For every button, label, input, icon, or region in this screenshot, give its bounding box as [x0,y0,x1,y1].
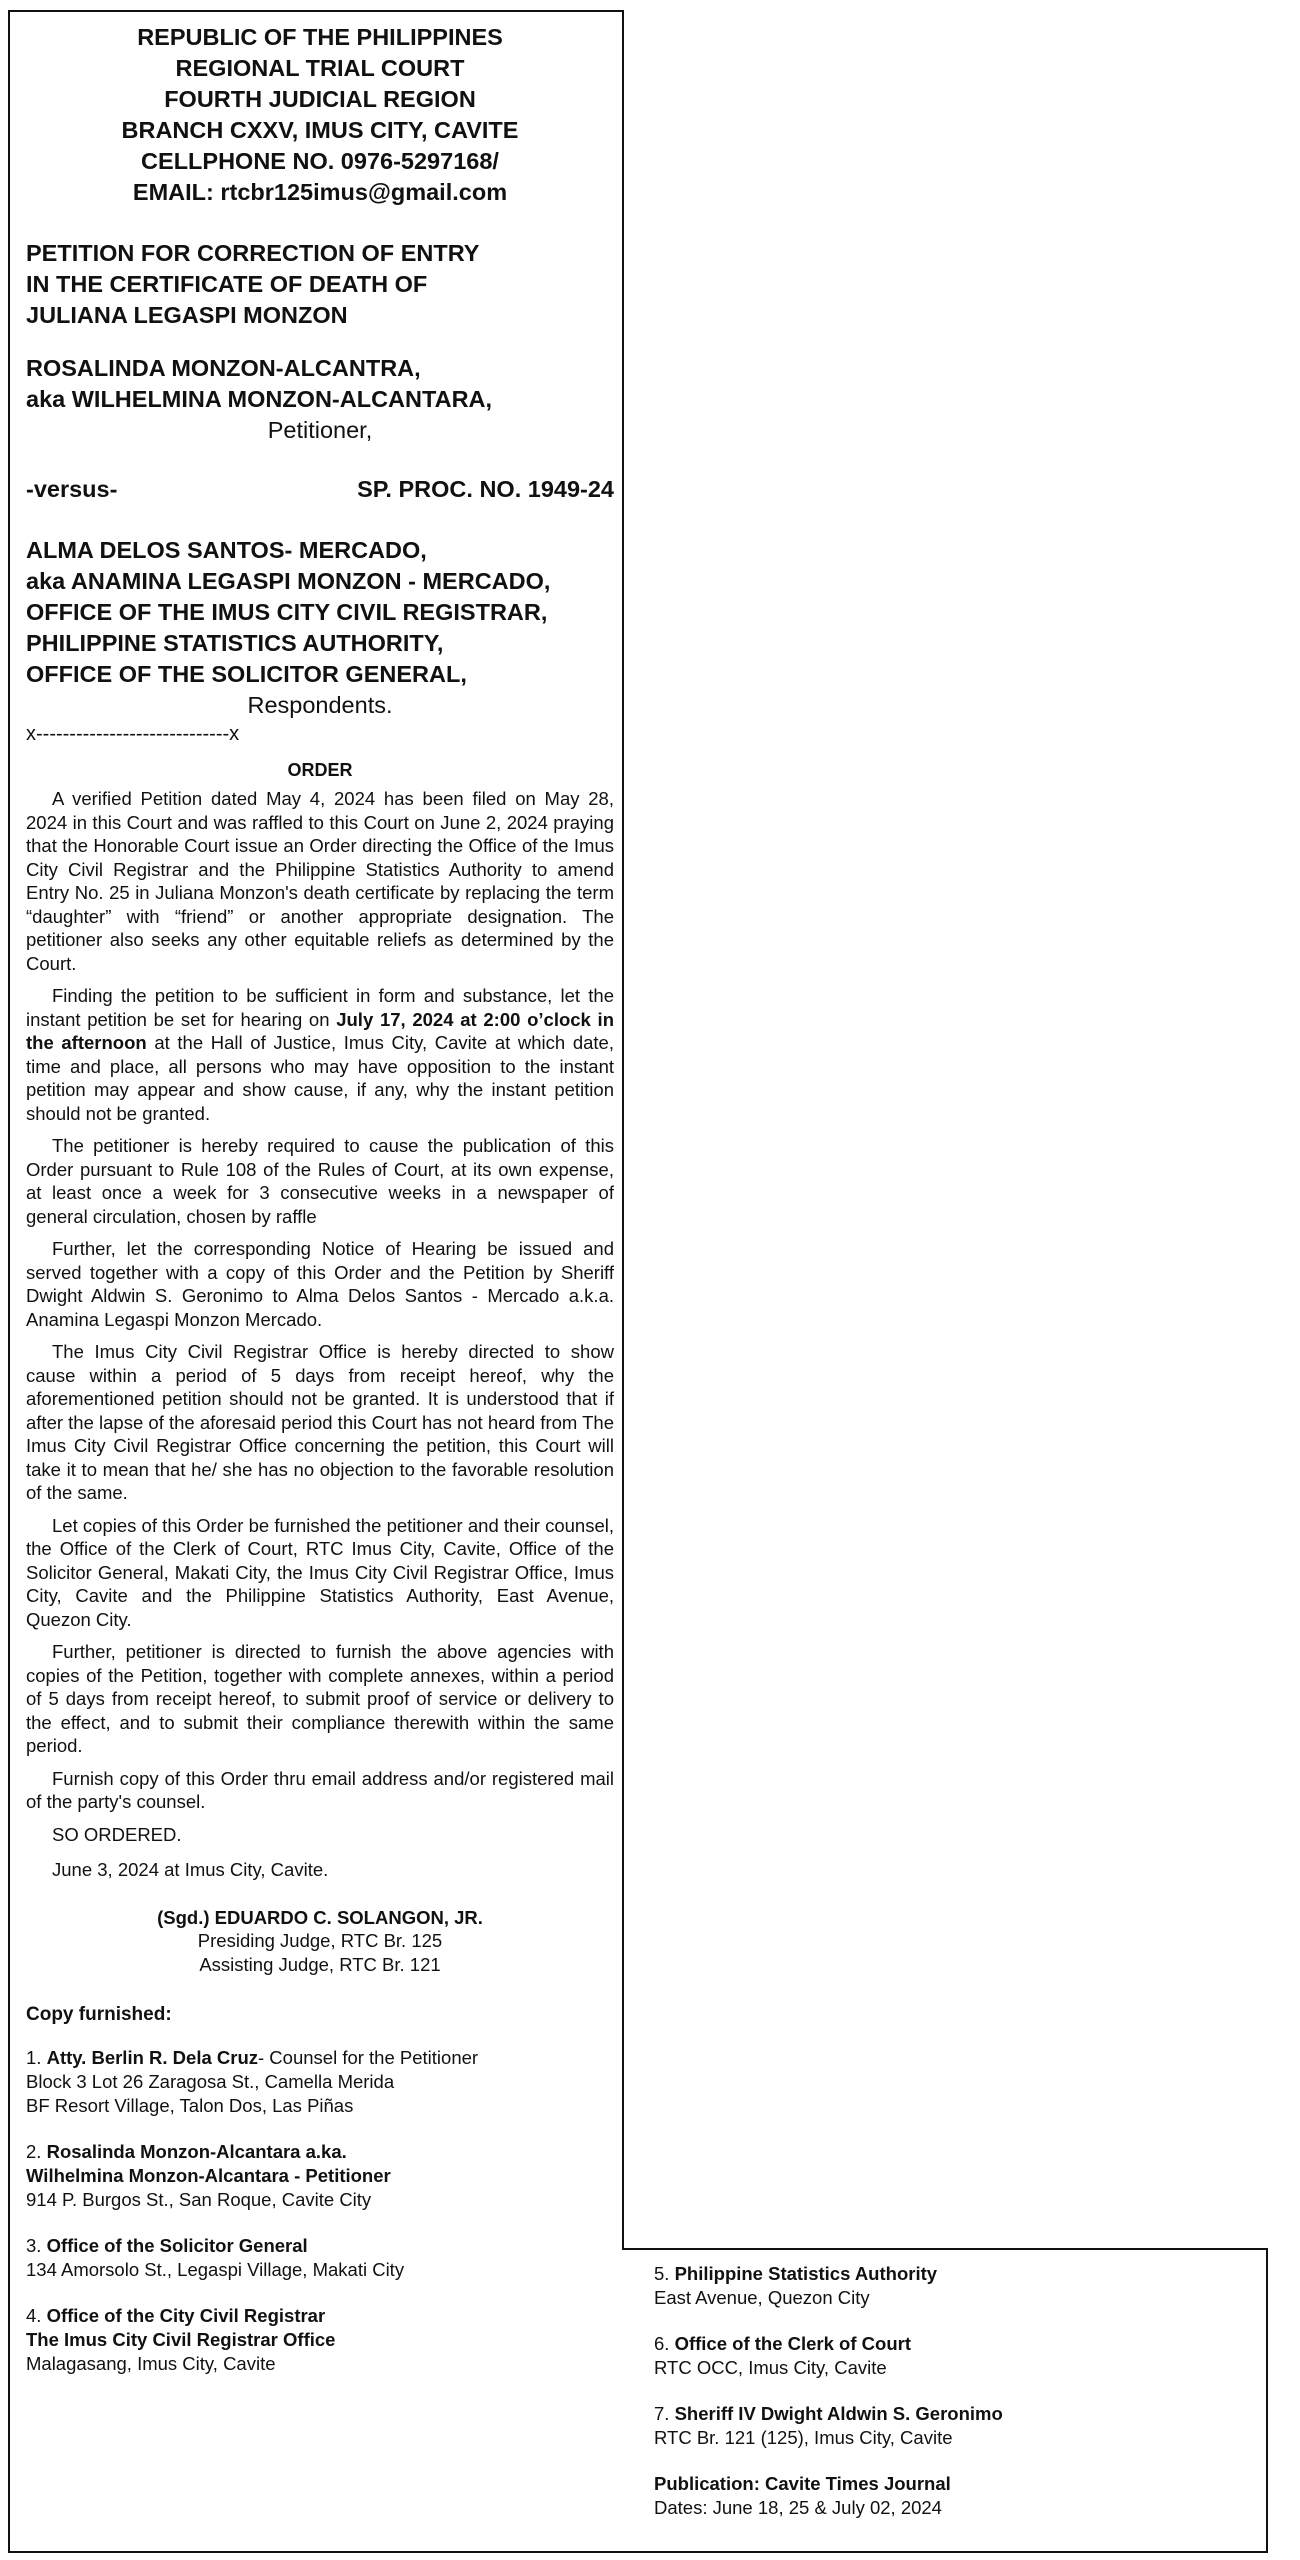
petitioner-block [26,353,614,415]
petitioner-name: aka WILHELMINA MONZON-ALCANTARA, [26,386,493,412]
copy-furnished-item [26,2304,614,2376]
order-paragraph-hearing [26,984,614,1125]
item-recipient: Office of the Solicitor General [46,2235,308,2256]
item-address: RTC OCC, Imus City, Cavite [654,2357,887,2378]
item-address: RTC Br. 121 (125), Imus City, Cavite [654,2427,953,2448]
second-column [654,2262,1254,2542]
hearing-date: July 17, 2024 at 2:00 o’clock in the afternoon [26,1008,614,1053]
item-number: 1. [26,2047,47,2068]
judge-title: Presiding Judge, RTC Br. 125 [197,1930,443,1951]
item-recipient: The Imus City Civil Registrar Office [26,2329,336,2350]
respondent-name: OFFICE OF THE IMUS CITY CIVIL REGISTRAR, [26,599,548,625]
copy-furnished-heading: Copy furnished: [26,2004,172,2025]
header-line: REGIONAL TRIAL COURT [175,55,465,81]
publication-dates: Dates: June 18, 25 & July 02, 2024 [654,2497,942,2518]
order-paragraph: The petitioner is hereby required to cause the publication of this Order pursuant to Rule 108 of the Rules of Court, at its own expense, at least once a week for 3 consecutive weeks in a newspaper of general circulation, chosen by raffle [26,1135,614,1227]
item-address: 134 Amorsolo St., Legaspi Village, Makati City [26,2259,405,2280]
item-number: 3. [26,2235,47,2256]
caption-separator: x-----------------------------x [26,723,240,745]
judge-name: (Sgd.) EDUARDO C. SOLANGON, JR. [157,1906,483,1928]
petition-title-line: IN THE CERTIFICATE OF DEATH OF [26,271,428,297]
judge-title: Assisting Judge, RTC Br. 121 [199,1953,441,1975]
header-line: EMAIL: rtcbr125imus@gmail.com [132,179,508,205]
petitioner-role: Petitioner, [267,417,373,443]
petition-title [26,238,614,331]
order-paragraph: Further, let the corresponding Notice of Hearing be issued and served together with a copy of this Order and the Petition by Sheriff Dwight Aldwin S. Geronimo to Alma Delos Santos - Mercado a.k.a. Anamina Legaspi Monzon Mercado. [26,1238,614,1330]
copy-furnished-item [26,2234,614,2282]
item-number: 2. [26,2141,47,2162]
respondents-block [26,535,614,690]
item-number: 6. [654,2333,675,2354]
copy-furnished-item [654,2262,1254,2310]
order-paragraph: Let copies of this Order be furnished the petitioner and their counsel, the Office of the Clerk of Court, RTC Imus City, Cavite, Office of the Solicitor General, Makati City, the Imus City Civil Registrar Office, Imus City, Cavite and the Philippine Statistics Authority, East Avenue, Quezon City. [26,1514,614,1630]
notice-border-step [624,2248,1268,2250]
versus-label: -versus- [26,476,118,502]
respondent-name: aka ANAMINA LEGASPI MONZON - MERCADO, [26,568,551,594]
item-number: 7. [654,2403,675,2424]
item-recipient: Wilhelmina Monzon-Alcantara - Petitioner [26,2165,391,2186]
order-paragraph: Further, petitioner is directed to furnish the above agencies with copies of the Petition, together with complete annexes, within a period of 5 days from receipt hereof, to submit proof of service or delivery to the effect, and to submit their compliance therewith within the same period. [26,1641,614,1756]
item-recipient: Rosalinda Monzon-Alcantara a.ka. [46,2141,347,2162]
item-address: Malagasang, Imus City, Cavite [26,2353,276,2374]
order-paragraph: The Imus City Civil Registrar Office is hereby directed to show cause within a period of 5 days from receipt hereof, why the aforementioned petition should not be granted. It is understood that if after the lapse of the aforesaid period this Court has not heard from The Imus City Civil Registrar Office concerning the petition, this Court will take it to mean that he/ she has no objection to the favorable resolution of the same. [26,1341,614,1503]
so-ordered: SO ORDERED. [52,1823,182,1845]
copy-furnished-item [26,2140,614,2212]
item-role: - Counsel for the Petitioner [258,2047,479,2068]
order-paragraph: Furnish copy of this Order thru email address and/or registered mail of the party's counsel. [26,1767,614,1812]
item-recipient: Atty. Berlin R. Dela Cruz [46,2047,258,2068]
copy-furnished-item [654,2402,1254,2450]
header-line: CELLPHONE NO. 0976-5297168/ [141,148,499,174]
publication-label: Publication: Cavite Times Journal [654,2473,951,2494]
order-date-place: June 3, 2024 at Imus City, Cavite. [52,1859,329,1880]
hearing-text-a: Finding the petition to be sufficient in form and substance, let the instant petition be set for hearing on [26,985,614,1030]
versus-row [26,474,614,505]
main-column [26,22,614,2398]
item-address: 914 P. Burgos St., San Roque, Cavite City [26,2189,372,2210]
header-line: REPUBLIC OF THE PHILIPPINES [137,24,503,50]
item-address: BF Resort Village, Talon Dos, Las Piñas [26,2095,354,2116]
header-line: FOURTH JUDICIAL REGION [164,86,476,112]
item-recipient: Office of the City Civil Registrar [46,2305,326,2326]
order-title: ORDER [287,760,353,780]
court-header [26,22,614,208]
copy-furnished-item [654,2332,1254,2380]
signature-block [26,1906,614,1977]
header-line: BRANCH CXXV, IMUS CITY, CAVITE [121,117,519,143]
item-address: East Avenue, Quezon City [654,2287,870,2308]
respondent-name: OFFICE OF THE SOLICITOR GENERAL, [26,661,467,687]
respondent-name: PHILIPPINE STATISTICS AUTHORITY, [26,630,444,656]
respondents-role: Respondents. [247,692,393,718]
publication-block [654,2472,1254,2520]
petitioner-name: ROSALINDA MONZON-ALCANTRA, [26,355,421,381]
hearing-text-b: at the Hall of Justice, Imus City, Cavite at which date, time and place, all persons who may have opposition to the instant petition may appear and show cause, if any, why the instant petition should not be granted. [26,1032,614,1124]
respondent-name: ALMA DELOS SANTOS- MERCADO, [26,537,427,563]
item-number: 5. [654,2263,675,2284]
case-number: SP. PROC. NO. 1949-24 [357,476,614,502]
item-recipient: Sheriff IV Dwight Aldwin S. Geronimo [674,2403,1003,2424]
item-number: 4. [26,2305,47,2326]
item-recipient: Philippine Statistics Authority [674,2263,938,2284]
petition-title-line: PETITION FOR CORRECTION OF ENTRY [26,240,480,266]
copy-furnished-item [26,2046,614,2118]
petition-title-line: JULIANA LEGASPI MONZON [26,302,348,328]
item-recipient: Office of the Clerk of Court [674,2333,911,2354]
order-paragraph: A verified Petition dated May 4, 2024 has been filed on May 28, 2024 in this Court and was raffled to this Court on June 2, 2024 praying that the Honorable Court issue an Order directing the Office of the Imus City Civil Registrar and the Philippine Statistics Authority to amend Entry No. 25 in Juliana Monzon's death certificate by replacing the term “daughter” with “friend” or another appropriate designation. The petitioner also seeks any other equitable reliefs as determined by the Court. [26,788,614,974]
item-address: Block 3 Lot 26 Zaragosa St., Camella Merida [26,2071,395,2092]
